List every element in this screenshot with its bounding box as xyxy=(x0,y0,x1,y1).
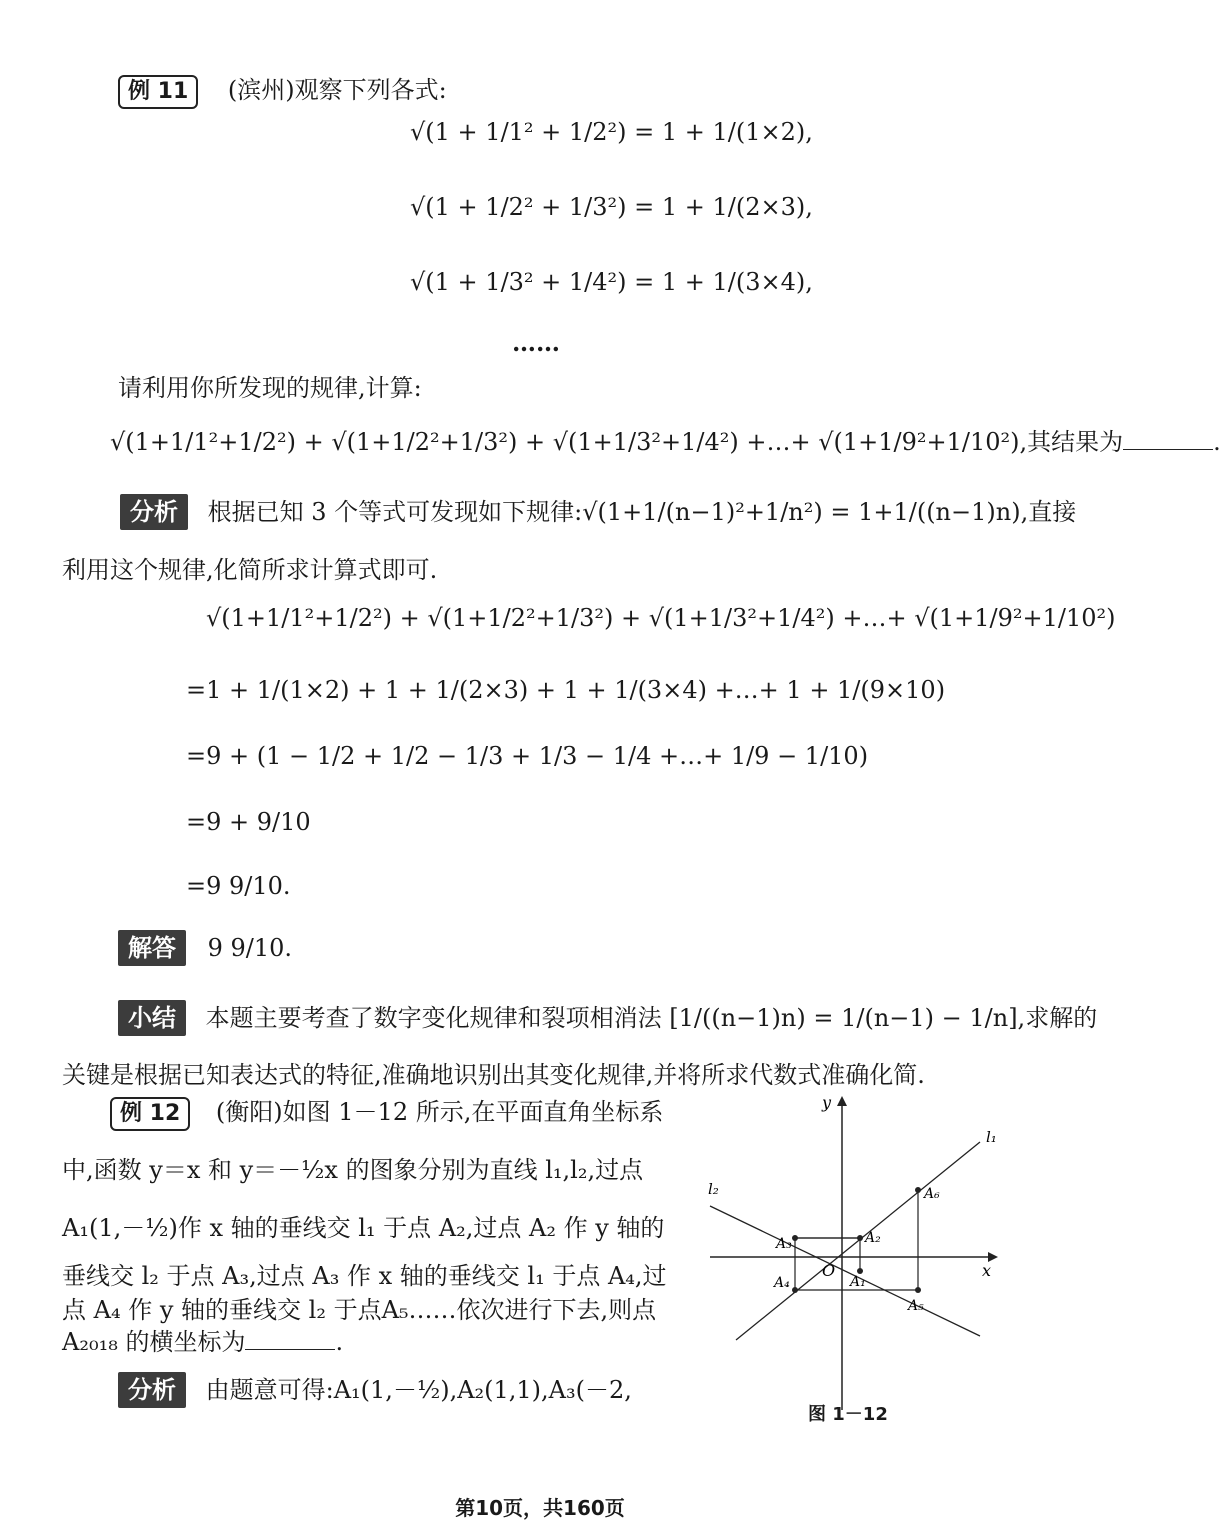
example-12-text-4: 垂线交 l₂ 于点 A₃,过点 A₃ 作 x 轴的垂线交 l₁ 于点 A₄,过 xyxy=(62,1262,667,1290)
label-a6: A₆ xyxy=(924,1186,940,1202)
analysis-line-2: 利用这个规律,化简所求计算式即可. xyxy=(62,556,438,584)
example-12-text-2: 中,函数 y＝x 和 y＝－½x 的图象分别为直线 l₁,l₂,过点 xyxy=(62,1156,644,1184)
label-a4: A₄ xyxy=(774,1275,790,1291)
step-1: √(1+1/1²+1/2²) + √(1+1/2²+1/3²) + √(1+1/3²+1/4²) +…+ √(1+1/9²+1/10²) xyxy=(206,604,1116,632)
coordinate-figure xyxy=(700,1090,1020,1420)
result-prompt: ,其结果为 xyxy=(1019,428,1124,456)
analysis-text: 根据已知 3 个等式可发现如下规律:√(1+1/(n−1)²+1/n²) = 1+1/((n−1)n),直接 xyxy=(207,498,1077,526)
label-origin: O xyxy=(822,1261,836,1280)
example-12-analysis xyxy=(118,1370,632,1408)
label-l1: l₁ xyxy=(986,1128,997,1146)
y-axis-arrow xyxy=(837,1096,847,1106)
equation-line-3: √(1 + 1/3² + 1/4²) = 1 + 1/(3×4), xyxy=(410,268,813,296)
label-a2: A₂ xyxy=(865,1230,881,1246)
analysis-line-1 xyxy=(120,492,1076,530)
point-a3 xyxy=(792,1235,798,1241)
step-3: =9 + (1 − 1/2 + 1/2 − 1/3 + 1/3 − 1/4 +…+ 1/9 − 1/10) xyxy=(186,742,869,770)
task-text: 请利用你所发现的规律,计算: xyxy=(118,374,422,402)
example-12-text-3: A₁(1,－½)作 x 轴的垂线交 l₁ 于点 A₂,过点 A₂ 作 y 轴的 xyxy=(62,1214,665,1242)
point-a2 xyxy=(857,1235,863,1241)
example-11-header xyxy=(118,70,447,109)
summary-line-2: 关键是根据已知表达式的特征,准确地识别出其变化规律,并将所求代数式准确化简. xyxy=(62,1061,925,1089)
label-a5: A₅ xyxy=(908,1298,924,1314)
example-12-text-6: A₂₀₁₈ 的横坐标为 xyxy=(62,1328,246,1356)
step-4: =9 + 9/10 xyxy=(186,808,311,836)
answer-value: 9 9/10. xyxy=(207,934,293,962)
example-label: 例 12 xyxy=(110,1097,190,1131)
label-l2: l₂ xyxy=(708,1180,719,1198)
example-intro: (滨州)观察下列各式: xyxy=(227,76,447,104)
step-5: =9 9/10. xyxy=(186,872,291,900)
example-12-text-5: 点 A₄ 作 y 轴的垂线交 l₂ 于点A₅……依次进行下去,则点 xyxy=(62,1296,657,1324)
line-l2 xyxy=(710,1206,980,1336)
period: . xyxy=(335,1328,344,1356)
example-12-line-1 xyxy=(110,1092,663,1131)
line-l1 xyxy=(736,1142,980,1340)
analysis-tag: 分析 xyxy=(118,1372,186,1408)
equation-line-2: √(1 + 1/2² + 1/3²) = 1 + 1/(2×3), xyxy=(410,193,813,221)
page-footer: 第10页，共160页 xyxy=(455,1496,625,1520)
answer-line xyxy=(118,930,292,966)
answer-tag: 解答 xyxy=(118,930,186,966)
figure-caption: 图 1－12 xyxy=(808,1404,888,1425)
label-y: y xyxy=(822,1093,832,1112)
sum-expression-line: √(1+1/1²+1/2²) + √(1+1/2²+1/3²) + √(1+1/3²+1/4²) +…+ √(1+1/9²+1/10²),其结果为 . xyxy=(110,428,1221,456)
answer-blank xyxy=(1123,449,1213,450)
analysis-text: 由题意可得:A₁(1,－½),A₂(1,1),A₃(－2, xyxy=(205,1376,632,1404)
analysis-tag: 分析 xyxy=(120,494,188,530)
example-label: 例 11 xyxy=(118,75,198,109)
answer-blank xyxy=(245,1349,335,1350)
label-x: x xyxy=(982,1261,992,1280)
summary-tag: 小结 xyxy=(118,1000,186,1036)
point-a4 xyxy=(792,1287,798,1293)
summary-text: 本题主要考查了数字变化规律和裂项相消法 [1/((n−1)n) = 1/(n−1) − 1/n],求解的 xyxy=(205,1004,1098,1032)
ellipsis: …… xyxy=(512,328,560,357)
equation-line-1: √(1 + 1/1² + 1/2²) = 1 + 1/(1×2), xyxy=(410,118,813,146)
step-2: =1 + 1/(1×2) + 1 + 1/(2×3) + 1 + 1/(3×4) +…+ 1 + 1/(9×10) xyxy=(186,676,946,704)
point-a6 xyxy=(915,1187,921,1193)
example-12-line-6 xyxy=(62,1322,343,1357)
example-12-text-1: (衡阳)如图 1－12 所示,在平面直角坐标系 xyxy=(215,1098,664,1126)
sum-expression: √(1+1/1²+1/2²) + √(1+1/2²+1/3²) + √(1+1/3²+1/4²) +…+ √(1+1/9²+1/10²) xyxy=(110,428,1020,456)
label-a3: A₃ xyxy=(776,1236,792,1252)
label-a1: A₁ xyxy=(850,1274,866,1290)
point-a5 xyxy=(915,1287,921,1293)
summary-line-1 xyxy=(118,998,1097,1036)
